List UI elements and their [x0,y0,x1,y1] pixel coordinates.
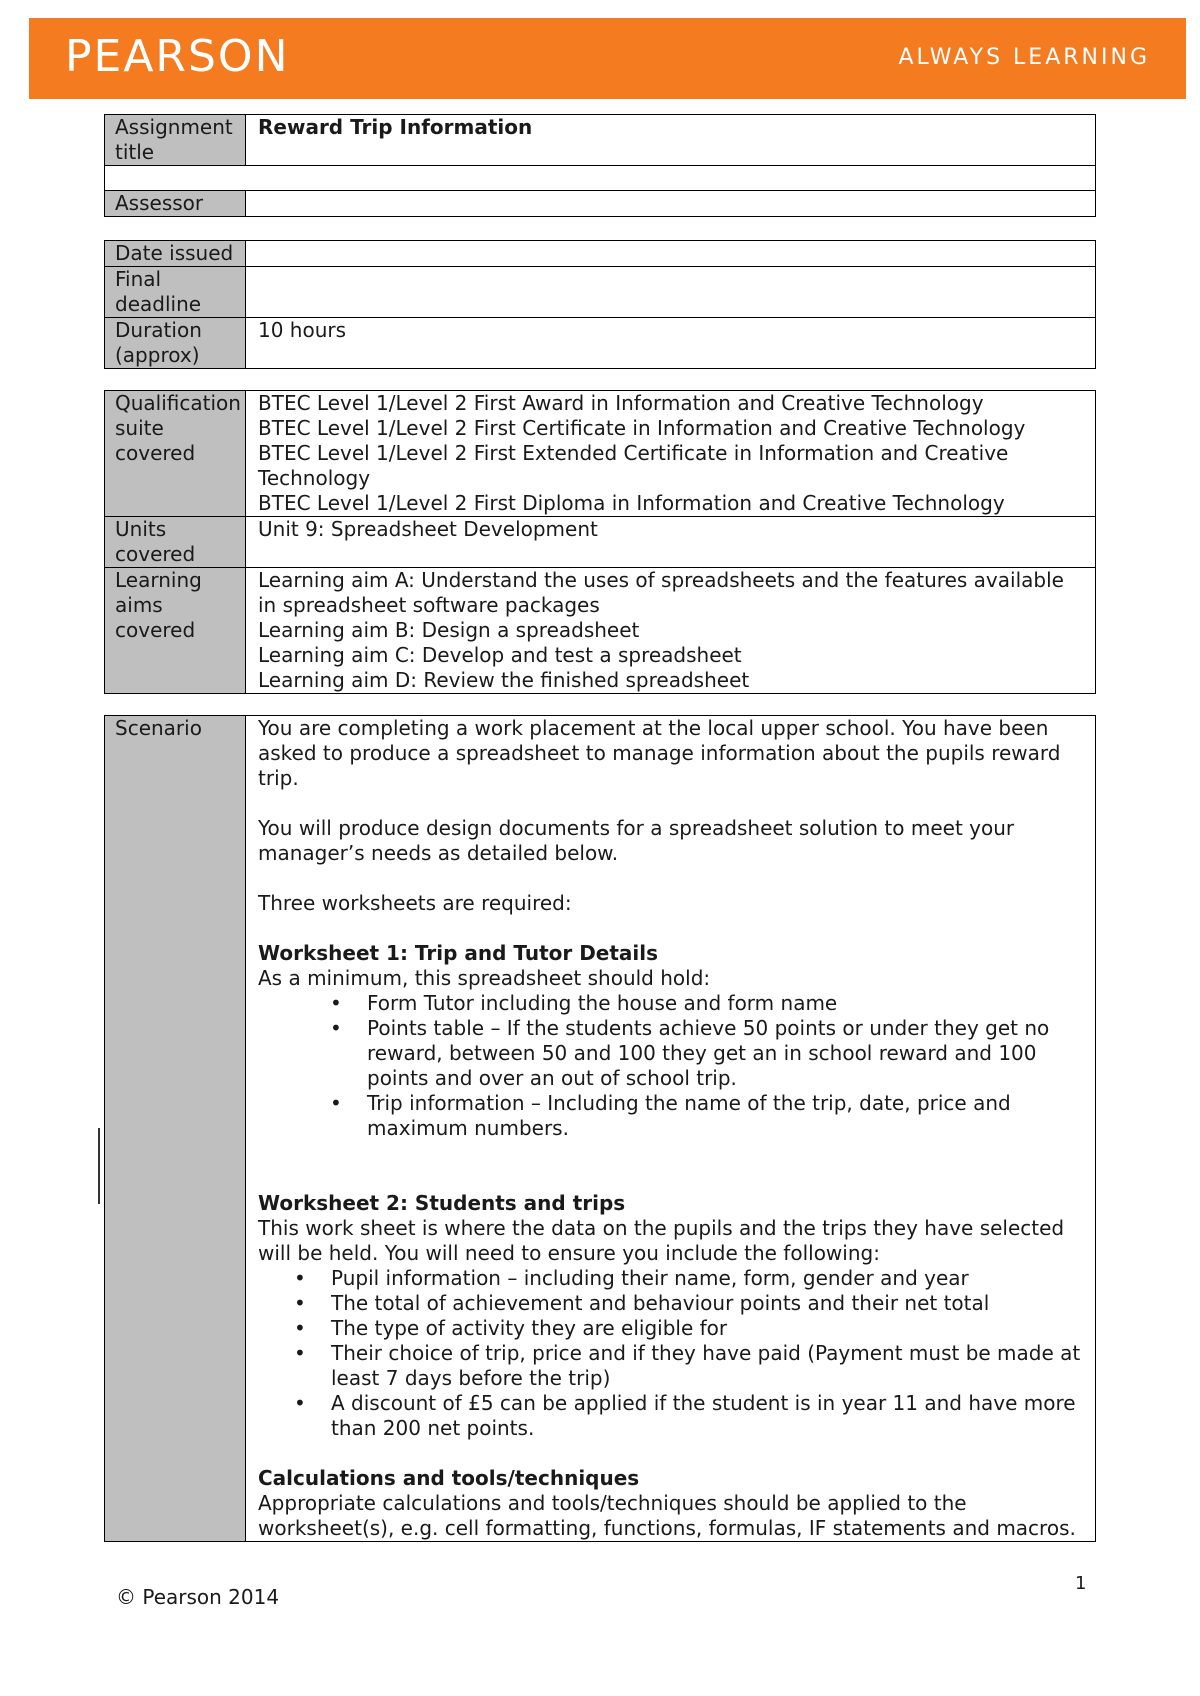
final-deadline-value [246,267,1096,318]
scenario-table [104,715,1096,1542]
scenario-label: Scenario [105,716,246,1542]
page-number: 1 [1075,1573,1087,1594]
list-item: • Form Tutor including the house and form name [330,991,838,1015]
list-item: • A discount of £5 can be applied if the student is in year 11 and have more than 200 net points. [294,1391,1076,1440]
worksheet-2-heading: Worksheet 2: Students and trips [258,1191,626,1215]
learning-aim-item: Learning aim D: Review the finished spreadsheet [258,668,750,692]
scenario-intro-3: Three worksheets are required: [258,891,572,915]
qualification-item: BTEC Level 1/Level 2 First Award in Information and Creative Technology [258,391,984,415]
pearson-logo: PEARSON [65,31,290,82]
tagline: ALWAYS LEARNING [898,45,1150,70]
learning-aims-label: Learning aims covered [105,568,246,694]
learning-aims-list [246,568,1096,694]
scenario-intro-2: You will produce design documents for a spreadsheet solution to meet your manager’s needs as detailed below. [258,816,1015,865]
dates-table [104,240,1096,369]
qualification-list [246,391,1096,517]
bullet-icon: • [330,1016,342,1040]
duration-label: Duration (approx) [105,318,246,369]
assignment-table [104,114,1096,217]
duration-value: 10 hours [246,318,1096,369]
learning-aim-item: Learning aim C: Develop and test a spreadsheet [258,643,742,667]
worksheet-2-list [258,1266,1087,1441]
calculations-heading: Calculations and tools/techniques [258,1466,640,1490]
copyright: © Pearson 2014 [116,1585,280,1609]
bullet-icon: • [330,991,342,1015]
bullet-icon: • [330,1091,342,1115]
qualification-item: BTEC Level 1/Level 2 First Extended Certificate in Information and Creative Technology [258,441,1009,490]
assignment-title-label: Assignment title [105,115,246,166]
blank-row [105,166,1096,191]
list-item: • Pupil information – including their name, form, gender and year [294,1266,969,1290]
learning-aim-item: Learning aim A: Understand the uses of spreadsheets and the features available in spreadsheet software packages [258,568,1064,617]
date-issued-value [246,241,1096,267]
bullet-icon: • [294,1291,306,1315]
units-label: Units covered [105,517,246,568]
assessor-value [246,191,1096,217]
list-item: • Trip information – Including the name of the trip, date, price and maximum numbers. [330,1091,1011,1140]
bullet-icon: • [294,1391,306,1415]
assignment-title-value: Reward Trip Information [246,115,1096,166]
worksheet-1-list [258,991,1087,1141]
scenario-body [246,716,1096,1542]
change-bar [98,1128,100,1204]
qualification-label: Qualification suite covered [105,391,246,517]
bullet-icon: • [294,1266,306,1290]
header-banner [29,18,1186,99]
date-issued-label: Date issued [105,241,246,267]
qualification-item: BTEC Level 1/Level 2 First Certificate in Information and Creative Technology [258,416,1026,440]
list-item: • Points table – If the students achieve 50 points or under they get no reward, between 50 and 100 they get an in school reward and 100 points and over an out of school trip. [330,1016,1050,1090]
learning-aim-item: Learning aim B: Design a spreadsheet [258,618,640,642]
assessor-label: Assessor [105,191,246,217]
list-item: • The type of activity they are eligible for [294,1316,728,1340]
worksheet-1-heading: Worksheet 1: Trip and Tutor Details [258,941,659,965]
scenario-intro-1: You are completing a work placement at the local upper school. You have been asked to produce a spreadsheet to manage information about the pupils reward trip. [258,716,1061,790]
calculations-text: Appropriate calculations and tools/techniques should be applied to the worksheet(s), e.g. cell formatting, functions, formulas, IF statements and macros. [258,1491,1076,1540]
qualification-item: BTEC Level 1/Level 2 First Diploma in Information and Creative Technology [258,491,1005,515]
qualification-table [104,390,1096,694]
bullet-icon: • [294,1341,306,1365]
list-item: • Their choice of trip, price and if they have paid (Payment must be made at least 7 days before the trip) [294,1341,1081,1390]
bullet-icon: • [294,1316,306,1340]
worksheet-2-lead: This work sheet is where the data on the pupils and the trips they have selected will be held. You will need to ensure you include the following: [258,1216,1065,1265]
final-deadline-label: Final deadline [105,267,246,318]
list-item: • The total of achievement and behaviour points and their net total [294,1291,990,1315]
worksheet-1-lead: As a minimum, this spreadsheet should hold: [258,966,711,990]
units-value: Unit 9: Spreadsheet Development [246,517,1096,568]
